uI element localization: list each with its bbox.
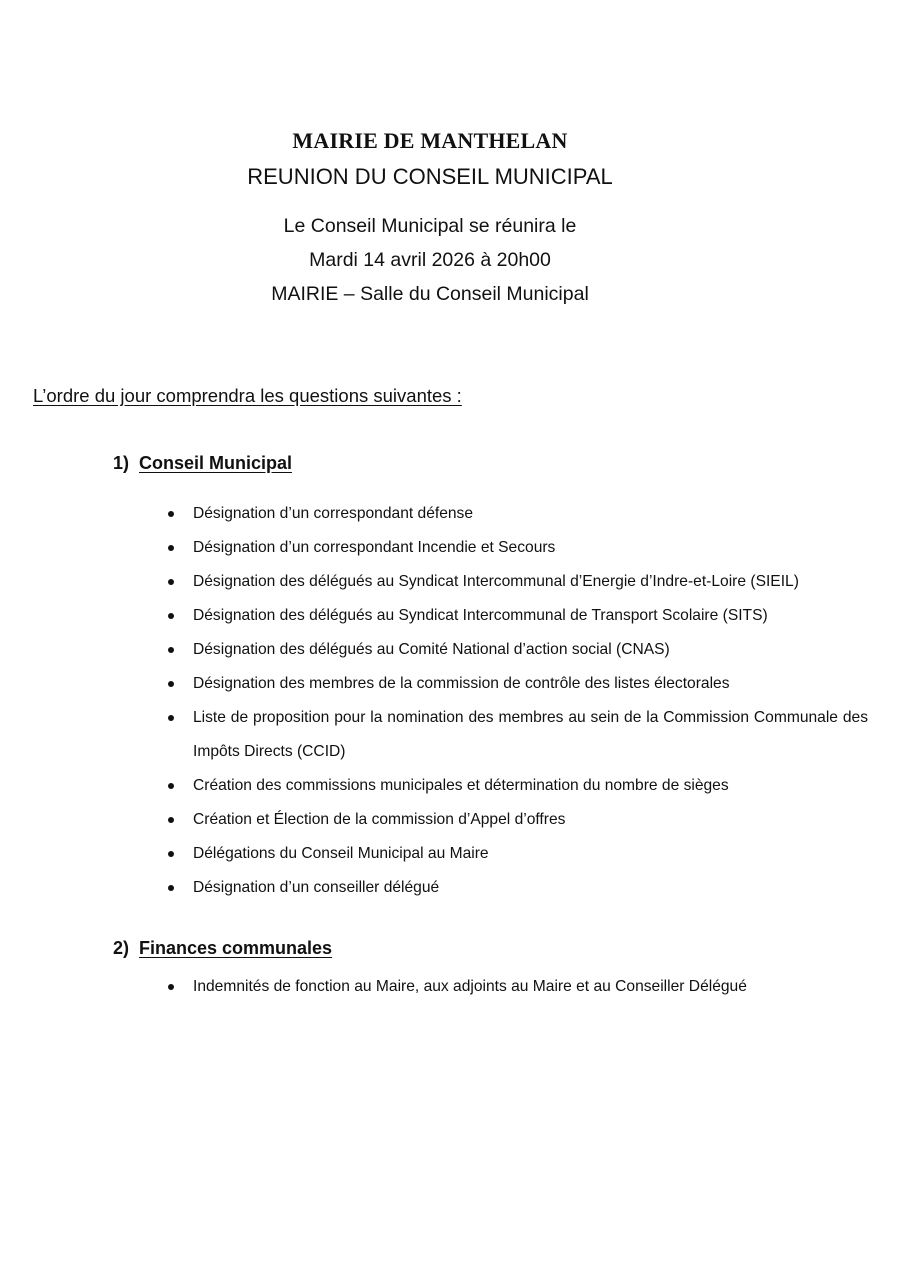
bullet-icon xyxy=(168,885,174,891)
section-title: Conseil Municipal xyxy=(139,453,293,473)
organization-title: MAIRIE DE MANTHELAN xyxy=(292,128,568,153)
bullet-icon xyxy=(168,511,174,517)
list-item-text: Désignation des délégués au Syndicat Intercommunal de Transport Scolaire (SITS) xyxy=(193,607,768,624)
list-item-text: Indemnités de fonction au Maire, aux adjoints au Maire et au Conseiller Délégué xyxy=(193,978,747,995)
section-title: Finances communales xyxy=(139,938,333,958)
meeting-title: REUNION DU CONSEIL MUNICIPAL xyxy=(247,164,613,189)
bullet-icon xyxy=(168,984,174,990)
notice-location: MAIRIE – Salle du Conseil Municipal xyxy=(271,283,589,305)
list-item-text: Désignation des membres de la commission de contrôle des listes électorales xyxy=(193,675,730,692)
list-item-text: Liste de proposition pour la nomination des membres au sein de la Commission Communale des Impôts Directs (CCID) xyxy=(193,709,868,760)
bullet-icon xyxy=(168,715,174,721)
list-item xyxy=(193,565,868,599)
notice-date-time: Mardi 14 avril 2026 à 20h00 xyxy=(309,249,551,271)
list-item-text: Désignation des délégués au Syndicat Intercommunal d’Energie d’Indre-et-Loire (SIEIL) xyxy=(193,573,799,590)
list-item xyxy=(193,837,868,871)
list-item-text: Désignation d’un correspondant défense xyxy=(193,505,474,522)
list-item xyxy=(193,633,868,667)
list-item-text: Désignation des délégués au Comité National d’action social (CNAS) xyxy=(193,641,670,658)
list-item xyxy=(193,871,868,905)
bullet-icon xyxy=(168,817,174,823)
bullet-icon xyxy=(168,851,174,857)
notice-line-1: Le Conseil Municipal se réunira le xyxy=(283,215,577,237)
list-item xyxy=(193,701,868,769)
agenda-intro: L’ordre du jour comprendra les questions suivantes : xyxy=(33,385,462,406)
list-item-text: Désignation d’un correspondant Incendie et Secours xyxy=(193,539,556,556)
bullet-icon xyxy=(168,681,174,687)
list-item-text: Création des commissions municipales et détermination du nombre de sièges xyxy=(193,777,729,794)
bullet-icon xyxy=(168,613,174,619)
list-item xyxy=(193,667,868,701)
bullet-icon xyxy=(168,647,174,653)
list-item-text: Désignation d’un conseiller délégué xyxy=(193,879,440,896)
bullet-icon xyxy=(168,783,174,789)
list-item xyxy=(193,803,868,837)
list-item xyxy=(193,599,868,633)
list-item xyxy=(193,497,868,531)
agenda-list-finances-communales xyxy=(193,970,868,1004)
list-item-text: Création et Élection de la commission d’Appel d’offres xyxy=(193,811,566,828)
section-heading-conseil-municipal xyxy=(113,453,292,474)
list-item xyxy=(193,970,868,1004)
list-item-text: Délégations du Conseil Municipal au Maire xyxy=(193,845,489,862)
bullet-icon xyxy=(168,545,174,551)
agenda-list-conseil-municipal xyxy=(193,497,868,905)
bullet-icon xyxy=(168,579,174,585)
section-number: 1) xyxy=(113,453,130,473)
section-number: 2) xyxy=(113,938,130,958)
list-item xyxy=(193,769,868,803)
section-heading-finances-communales xyxy=(113,938,332,959)
list-item xyxy=(193,531,868,565)
